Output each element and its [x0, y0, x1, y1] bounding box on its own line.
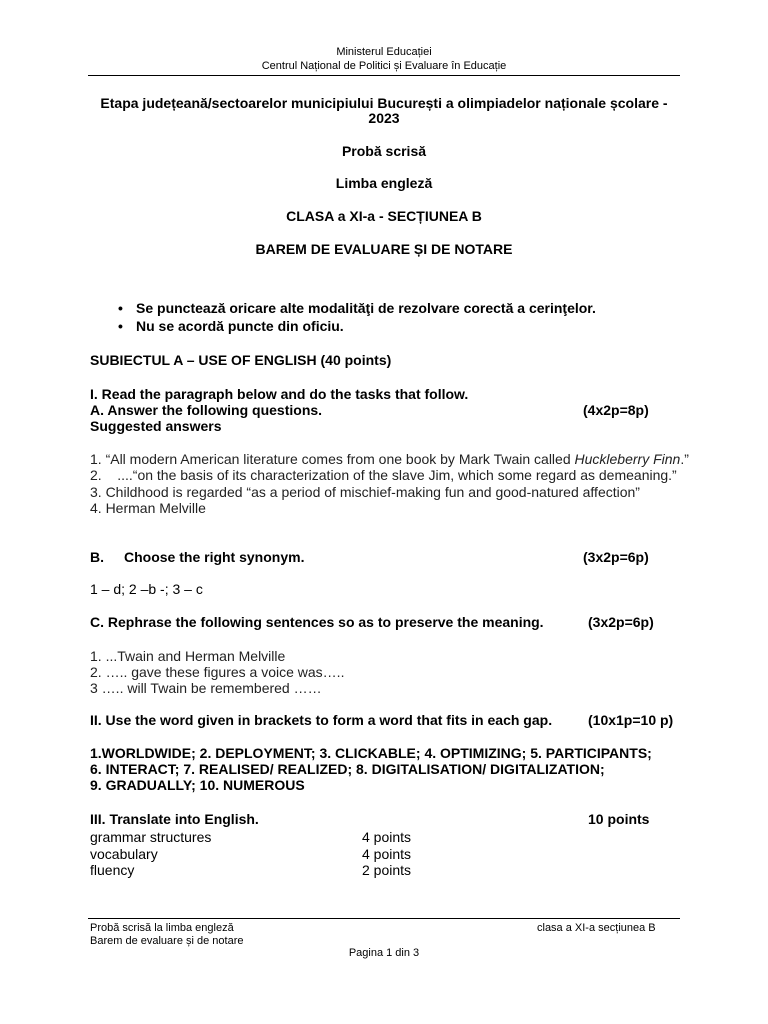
- section-ii-points: (10x1p=10 p): [588, 712, 674, 728]
- section-a-points: (4x2p=8p): [583, 402, 649, 418]
- section-c-answer-2: 2. ….. gave these figures a voice was…..: [90, 664, 345, 680]
- header-rule: [88, 75, 680, 76]
- section-c-points: (3x2p=6p): [588, 614, 654, 630]
- answer-3: 3. Childhood is regarded “as a period of mischief-making fun and good-natured affection”: [90, 484, 640, 500]
- page-number: Pagina 1 din 3: [348, 947, 420, 959]
- section-ii-title: II. Use the word given in brackets to form a word that fits in each gap.: [90, 712, 553, 728]
- criterion-label: grammar structures: [90, 829, 212, 845]
- footer-left-1: Probă scrisă la limba engleză: [90, 922, 234, 934]
- section-ii-answers-1: 1.WORLDWIDE; 2. DEPLOYMENT; 3. CLICKABLE; 4. OPTIMIZING; 5. PARTICIPANTS;: [90, 745, 652, 761]
- answer-1: 1. “All modern American literature comes from one book by Mark Twain called Huckleberry Finn.”: [90, 451, 689, 467]
- footer-left-2: Barem de evaluare și de notare: [90, 935, 244, 947]
- barem-title: BAREM DE EVALUARE ȘI DE NOTARE: [255, 241, 513, 257]
- section-c-title: C. Rephrase the following sentences so as to preserve the meaning.: [90, 614, 544, 630]
- section-b-title: Choose the right synonym.: [124, 549, 305, 565]
- answer-2: 2. ....“on the basis of its characterization of the slave Jim, which some regard as demeaning.”: [90, 467, 677, 483]
- bullet-icon: •: [118, 300, 123, 316]
- answer-4: 4. Herman Melville: [90, 500, 206, 516]
- exam-class: CLASA a XI-a - SECȚIUNEA B: [286, 208, 482, 224]
- criterion-label: vocabulary: [90, 846, 158, 862]
- section-iii-title: III. Translate into English.: [90, 811, 259, 827]
- section-subiect-a: SUBIECTUL A – USE OF ENGLISH (40 points): [90, 352, 392, 368]
- criterion-value: 4 points: [362, 846, 412, 862]
- section-b-label: B.: [90, 549, 104, 565]
- exam-title-line1: Etapa județeană/sectoarelor municipiului București a olimpiadelor naționale școlare -: [100, 95, 668, 111]
- exam-title-line2: 2023: [368, 110, 400, 126]
- section-a-title: A. Answer the following questions.: [90, 402, 323, 418]
- section-c-answer-1: 1. ...Twain and Herman Melville: [90, 648, 286, 664]
- suggested-answers-label: Suggested answers: [90, 418, 222, 434]
- criterion-value: 4 points: [362, 829, 412, 845]
- section-b-points: (3x2p=6p): [583, 549, 649, 565]
- bullet-icon: •: [118, 318, 123, 334]
- section-iii-points: 10 points: [588, 811, 650, 827]
- section-ii-answers-3: 9. GRADUALLY; 10. NUMEROUS: [90, 777, 305, 793]
- center-name: Centrul Național de Politici și Evaluare în Educație: [261, 60, 507, 72]
- exam-subject: Limba engleză: [335, 175, 433, 191]
- criterion-value: 2 points: [362, 862, 412, 878]
- ministry-name: Ministerul Educației: [336, 46, 432, 58]
- section-c-answer-3: 3 ….. will Twain be remembered ……: [90, 680, 322, 696]
- section-b-answer: 1 – d; 2 –b -; 3 – c: [90, 581, 203, 597]
- footer-right: clasa a XI-a secțiunea B: [537, 922, 656, 934]
- exam-type: Probă scrisă: [341, 143, 427, 159]
- criterion-label: fluency: [90, 862, 135, 878]
- footer-rule: [88, 918, 680, 919]
- bullet-text-2: Nu se acordă puncte din oficiu.: [136, 318, 344, 334]
- section-ii-answers-2: 6. INTERACT; 7. REALISED/ REALIZED; 8. DIGITALISATION/ DIGITALIZATION;: [90, 761, 605, 777]
- section-i-heading: I. Read the paragraph below and do the tasks that follow.: [90, 386, 469, 402]
- bullet-text-1: Se punctează oricare alte modalităţi de rezolvare corectă a cerinţelor.: [136, 300, 596, 316]
